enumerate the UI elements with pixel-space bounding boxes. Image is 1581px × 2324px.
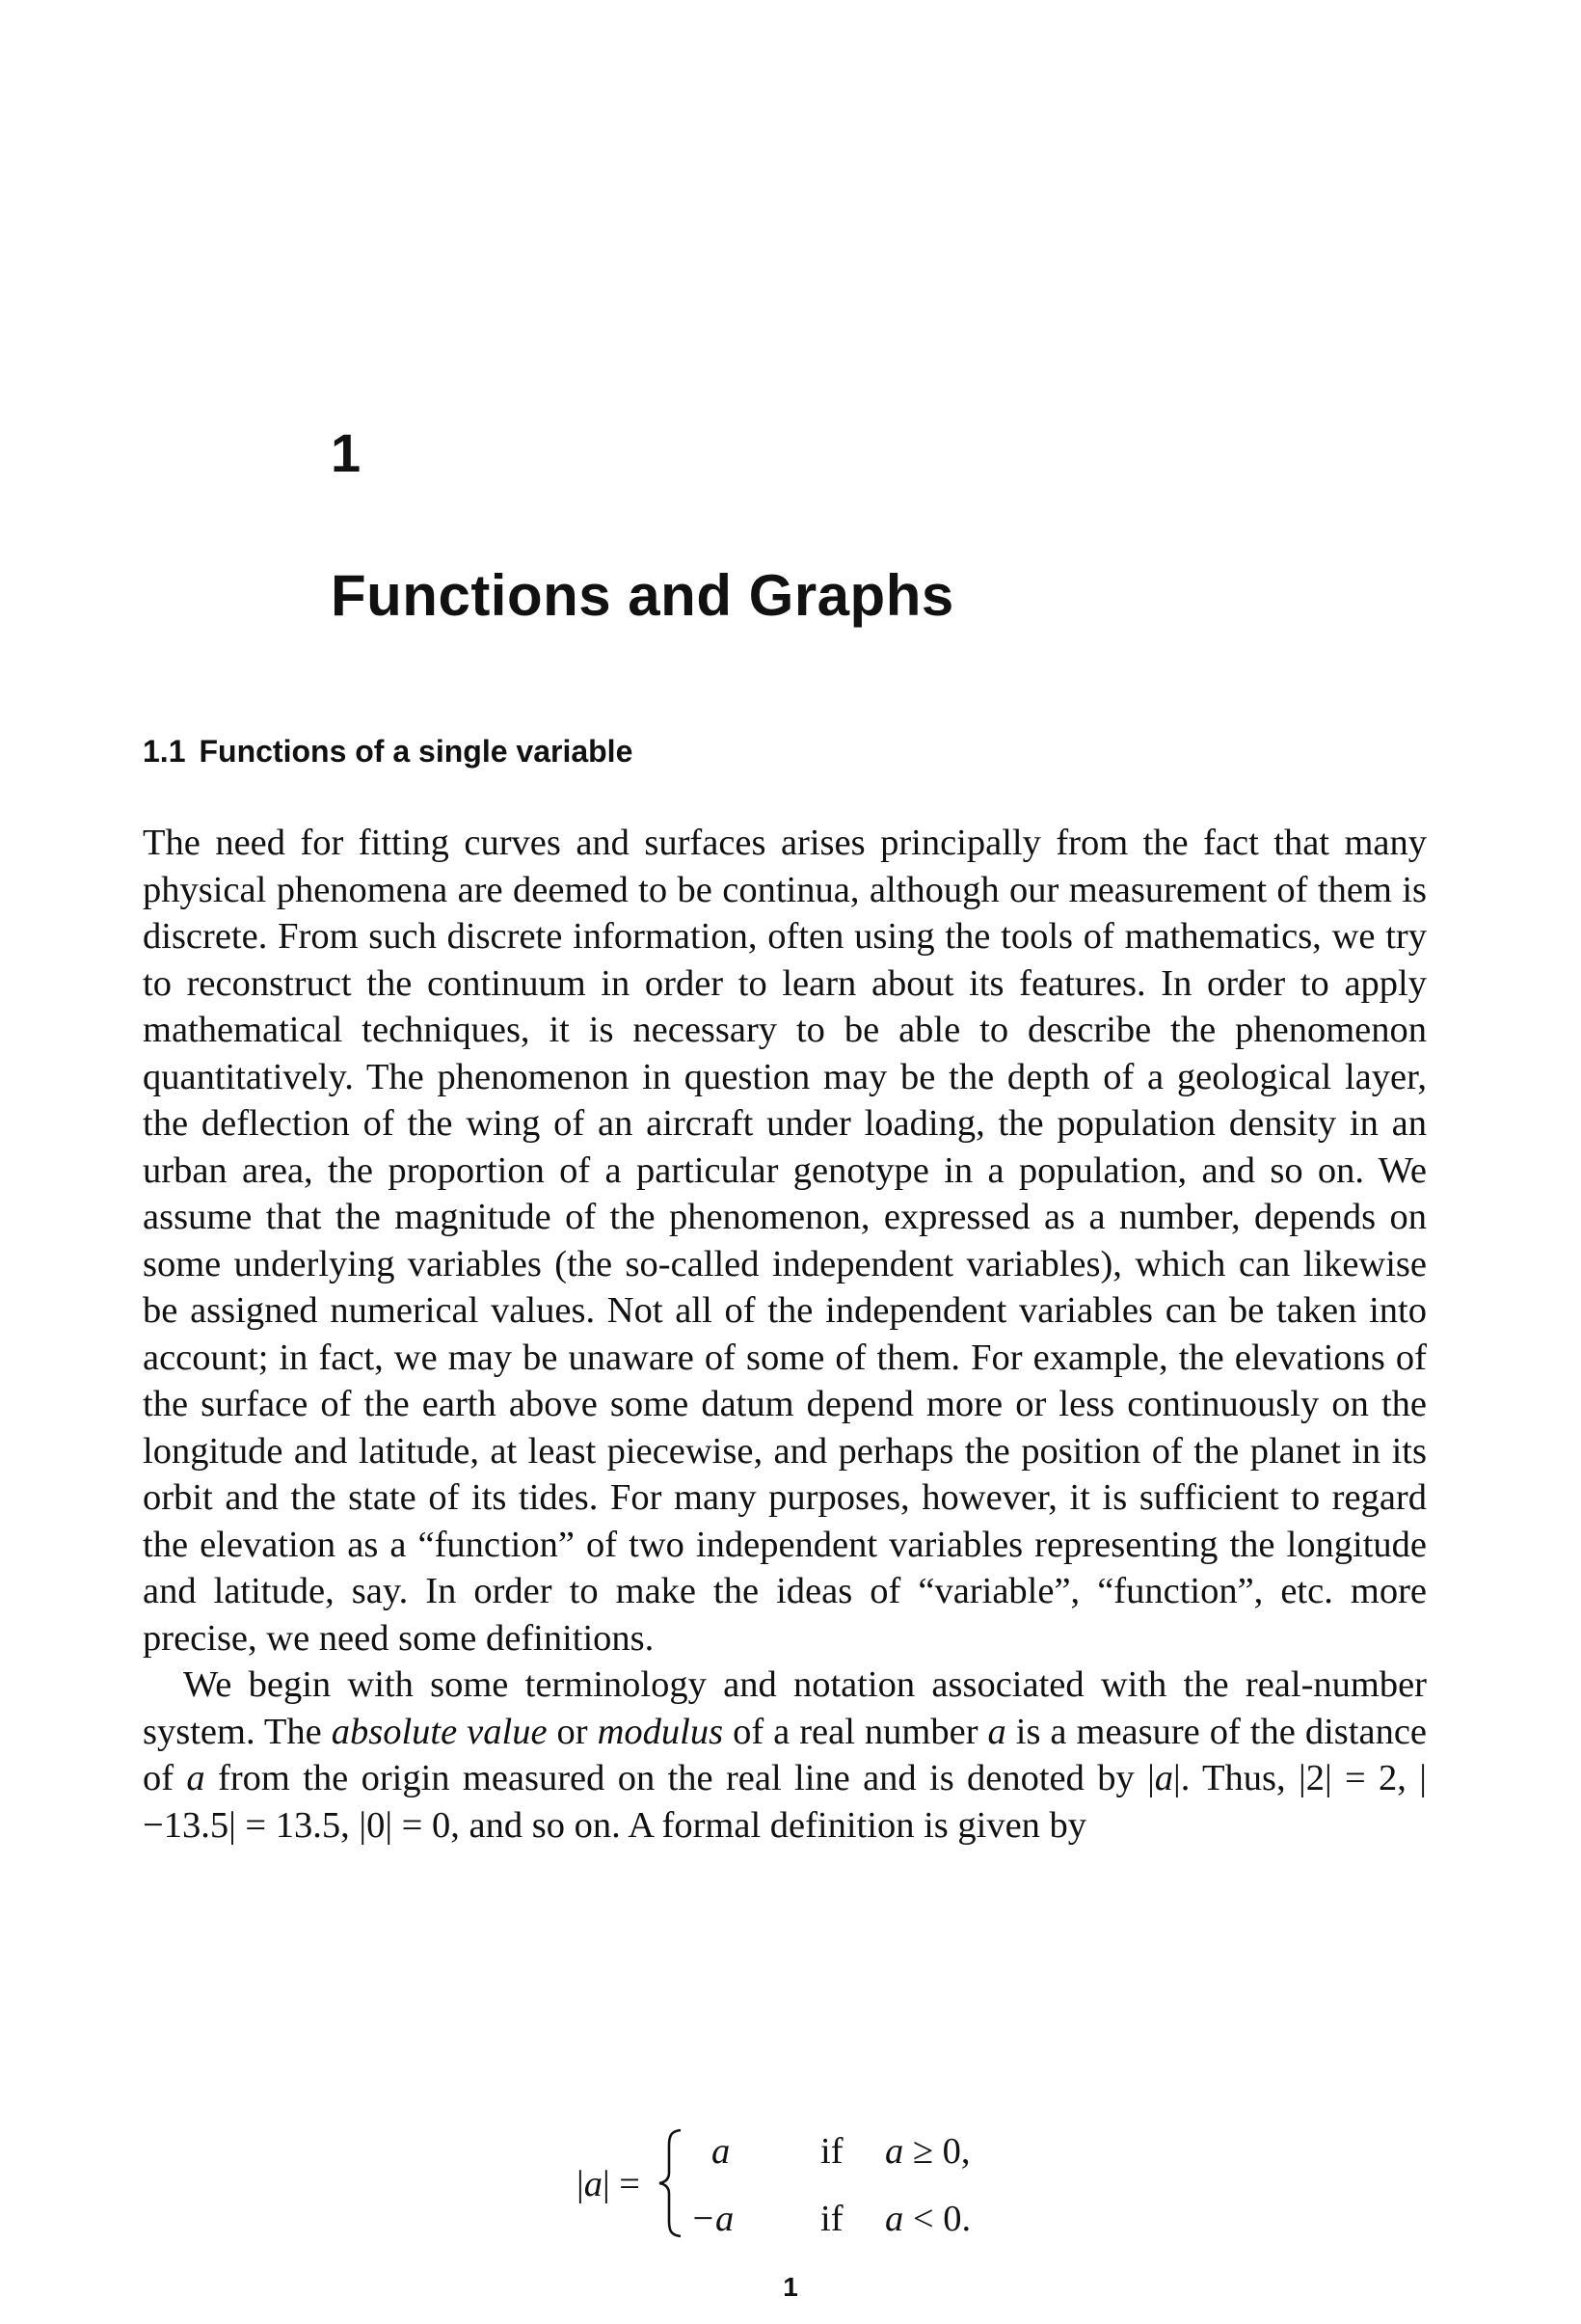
term-modulus: modulus: [597, 1711, 724, 1752]
variable-a: a: [1154, 1758, 1174, 1798]
paragraph-2-part3: of a real number: [723, 1711, 988, 1752]
case-condition-var: a: [885, 2199, 904, 2239]
case-condition-var: a: [885, 2131, 904, 2172]
page-number: 1: [783, 2272, 798, 2302]
body-text: [143, 820, 1427, 1849]
absolute-value-formula: [576, 2126, 1116, 2242]
section-heading: [143, 736, 632, 767]
case-value: −a: [690, 2199, 735, 2239]
paragraph-1: The need for fitting curves and surfaces arises principally from the fact that many physical phenomena are deemed to be continua, although our measurement of them is discrete. From such discrete information, often using the tools of mathematics, we try to reconstruct the continuum in order to learn about its features. In order to apply mathematical techniques, it is necessary to be able to describe the phenomenon quantitatively. The phenomenon in question may be the depth of a geological layer, the deflection of the wing of an aircraft under loading, the population density in an urban area, the proportion of a particular genotype in a population, and so on. We assume that the magnitude of the phenomenon, expressed as a number, depends on some underlying variables (the so-called independent variables), which can likewise be assigned numerical values. Not all of the independent variables can be taken into account; in fact, we may be unaware of some of them. For example, the elevations of the surface of the earth above some datum depend more or less continuously on the longitude and latitude, at least piecewise, and perhaps the position of the planet in its orbit and the state of its tides. For many purposes, however, it is sufficient to regard the elevation as a “function” of two independent variables representing the longitude and latitude, say. In order to make the ideas of “variable”, “function”, etc. more precise, we need some definitions.: [143, 823, 1427, 1659]
case-value: a: [711, 2131, 731, 2172]
formula-variable: a: [583, 2164, 603, 2204]
case-condition: [885, 2130, 971, 2173]
variable-a: a: [987, 1711, 1006, 1752]
paragraph-2: [143, 1662, 1427, 1849]
case-if: if: [820, 2199, 844, 2239]
paragraph-2-part1: We begin with some terminology and notation associated with the real-number system. The: [143, 1664, 1427, 1752]
section-title: Functions of a single variable: [199, 734, 633, 769]
paragraph-2-part2: or: [547, 1711, 598, 1752]
case-condition-rel: < 0.: [903, 2199, 972, 2239]
chapter-title: Functions and Graphs: [331, 563, 954, 628]
chapter-number: 1: [331, 422, 362, 483]
paragraph-2-part5: from the origin measured on the real line and is denoted by |: [204, 1758, 1155, 1798]
case-if: if: [820, 2131, 844, 2172]
case-condition-rel: ≥ 0,: [903, 2131, 971, 2172]
variable-a: a: [186, 1758, 205, 1798]
case-condition: [885, 2198, 971, 2240]
abs-bar-open: |: [576, 2164, 584, 2204]
formula-case-positive: [576, 2130, 1116, 2176]
formula-case-negative: [576, 2198, 1116, 2244]
paragraph-2-part4: is a measure of the distance of: [143, 1711, 1427, 1798]
section-number: 1.1: [143, 734, 186, 769]
term-absolute-value: absolute value: [331, 1711, 548, 1752]
abs-bar-close-equals: | =: [602, 2164, 641, 2204]
paragraph-2-part6: |. Thus, |2| = 2, |−13.5| = 13.5, |0| = 0, and so on. A formal definition is given by: [143, 1758, 1427, 1846]
